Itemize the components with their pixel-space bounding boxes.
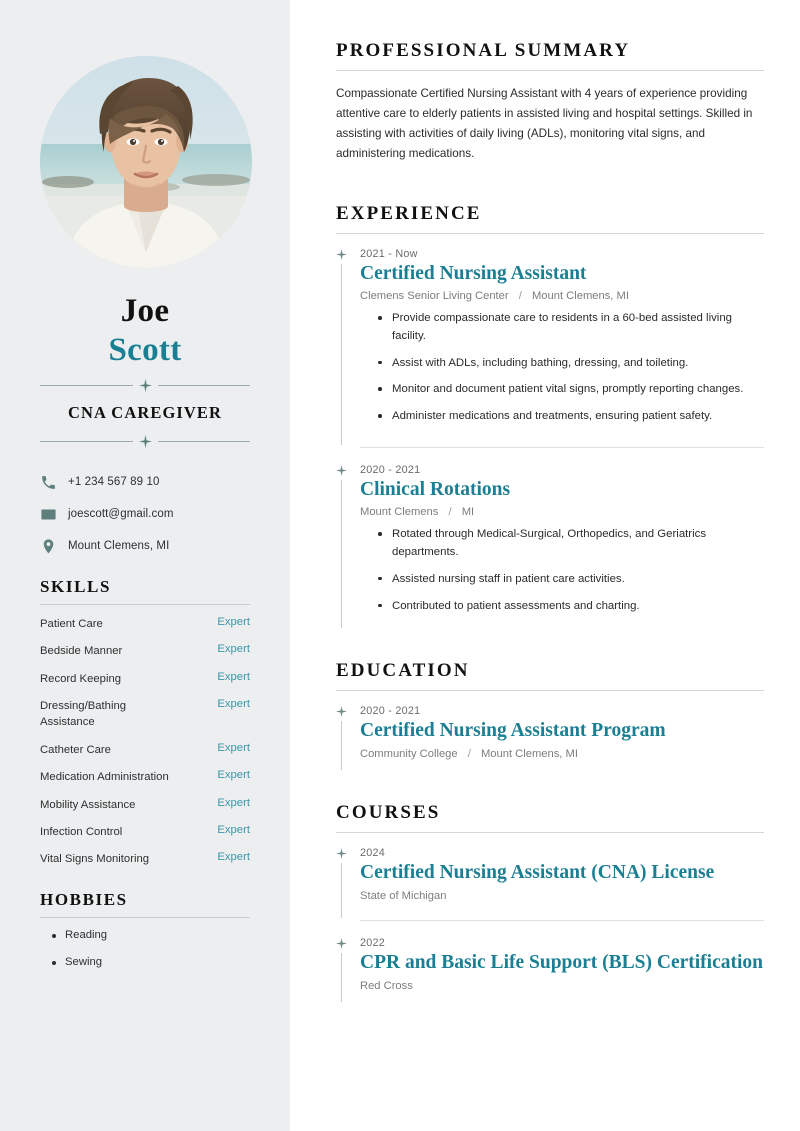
- skill-level: Expert: [217, 823, 250, 836]
- list-item: Sewing: [52, 956, 250, 968]
- sparkle-icon: [336, 706, 346, 718]
- location-value: Mount Clemens, MI: [68, 540, 170, 553]
- skill-item: [40, 824, 250, 840]
- entry-org: Red Cross: [360, 979, 413, 992]
- sparkle-icon: [336, 249, 346, 261]
- divider-line-right: [158, 441, 251, 442]
- entry-org: Mount Clemens: [360, 506, 439, 519]
- spacer: [336, 921, 764, 937]
- last-name: Scott: [108, 331, 182, 368]
- skill-level: Expert: [217, 769, 250, 782]
- entry-title: Certified Nursing Assistant (CNA) License: [360, 861, 715, 883]
- sparkle-icon: [336, 848, 346, 860]
- education-section: [336, 660, 764, 770]
- spacer: [336, 776, 764, 802]
- list-item: Monitor and document patient vital signs, promptly reporting changes.: [378, 381, 764, 399]
- phone-icon: [40, 474, 57, 491]
- contact-location[interactable]: [40, 538, 250, 555]
- first-name: Joe: [120, 293, 170, 329]
- skill-item: [40, 698, 250, 731]
- main-content: [290, 0, 800, 1131]
- skill-name: Record Keeping: [40, 672, 122, 685]
- divider-line-right: [158, 385, 251, 386]
- skills-heading: SKILLS: [40, 576, 112, 596]
- phone-value: +1 234 567 89 10: [68, 476, 160, 489]
- entry-org: State of Michigan: [360, 889, 447, 902]
- entry-location: Mount Clemens, MI: [480, 747, 578, 760]
- summary-section: [336, 40, 764, 171]
- hobbies-list: [40, 929, 250, 968]
- entry-bullets: [360, 524, 764, 615]
- meta-separator: /: [467, 747, 471, 760]
- sidebar: [0, 0, 290, 1131]
- list-item: Assisted nursing staff in patient care activities.: [378, 571, 764, 589]
- skill-level: Expert: [217, 741, 250, 754]
- skill-name: Medication Administration: [40, 771, 169, 784]
- skill-item: [40, 769, 250, 785]
- meta-separator: /: [448, 506, 452, 519]
- list-item: Rotated through Medical-Surgical, Orthopedics, and Geriatrics departments.: [378, 526, 764, 561]
- job-title: CNA CAREGIVER: [67, 402, 223, 422]
- divider-line-left: [40, 385, 133, 386]
- skill-item: [40, 797, 250, 813]
- entry-title: CPR and Basic Life Support (BLS) Certification: [360, 951, 764, 973]
- entry-meta: [360, 290, 764, 308]
- skills-section: [40, 577, 250, 868]
- timeline-spine: [341, 953, 342, 1002]
- skill-level: Expert: [217, 670, 250, 683]
- skill-name: Vital Signs Monitoring: [40, 853, 150, 866]
- skill-name: Dressing/Bathing Assistance: [40, 700, 127, 729]
- entry-date: 2021 - Now: [360, 247, 418, 260]
- entry-location: Mount Clemens, MI: [531, 290, 629, 303]
- list-item: Provide compassionate care to residents in a 60-bed assisted living facility.: [378, 310, 764, 345]
- divider-bottom: [40, 435, 250, 448]
- divider-top: [40, 379, 250, 392]
- timeline-spine: [341, 863, 342, 918]
- skill-level: Expert: [217, 698, 250, 710]
- education-entry: [336, 705, 764, 770]
- timeline-spine: [341, 721, 342, 770]
- spacer: [336, 634, 764, 660]
- entry-title: Certified Nursing Assistant Program: [360, 720, 666, 742]
- entry-date: 2020 - 2021: [360, 463, 421, 476]
- skill-name: Patient Care: [40, 617, 103, 630]
- spacer: [336, 177, 764, 203]
- experience-section: [336, 203, 764, 629]
- entry-date: 2022: [360, 936, 386, 949]
- avatar: [40, 56, 252, 268]
- education-timeline: [336, 691, 764, 770]
- skill-name: Mobility Assistance: [40, 798, 136, 811]
- courses-heading: COURSES: [336, 801, 441, 823]
- sparkle-icon: [336, 938, 346, 950]
- skills-heading-rule: [40, 604, 250, 605]
- timeline-spine: [341, 264, 342, 445]
- sparkle-icon: [133, 379, 158, 392]
- skill-level: Expert: [217, 796, 250, 809]
- skill-item: [40, 616, 250, 632]
- course-entry: [336, 847, 764, 912]
- list-item: Assist with ADLs, including bathing, dressing, and toileting.: [378, 355, 764, 373]
- skill-item: [40, 671, 250, 687]
- skill-level: Expert: [217, 851, 250, 864]
- profile-photo: [40, 56, 252, 268]
- contact-email[interactable]: [40, 506, 250, 523]
- hobbies-heading-rule: [40, 917, 250, 918]
- list-item: Contributed to patient assessments and charting.: [378, 598, 764, 616]
- hobbies-heading: HOBBIES: [40, 889, 128, 909]
- courses-timeline: [336, 833, 764, 1002]
- summary-text: Compassionate Certified Nursing Assistant with 4 years of experience providing attentive care to elderly patients in assisted living and hospital settings. Skilled in assisting with activities of daily living (ADLs), monitoring vital signs, and administering medications.: [336, 87, 753, 161]
- skill-item: [40, 643, 250, 659]
- course-entry: [336, 937, 764, 1002]
- courses-section: [336, 802, 764, 1002]
- entry-org: Community College: [360, 747, 458, 760]
- list-item: Reading: [52, 929, 250, 941]
- skill-name: Bedside Manner: [40, 645, 123, 658]
- contact-phone[interactable]: [40, 474, 250, 491]
- experience-heading: EXPERIENCE: [336, 202, 482, 224]
- experience-entry: [336, 248, 764, 439]
- spacer: [336, 448, 764, 464]
- skill-name: Infection Control: [40, 825, 123, 838]
- summary-heading: PROFESSIONAL SUMMARY: [336, 40, 631, 61]
- sparkle-icon: [133, 435, 158, 448]
- name-block: [40, 292, 250, 448]
- entry-org: Clemens Senior Living Center: [360, 290, 509, 303]
- skill-item: [40, 742, 250, 758]
- email-icon: [40, 506, 57, 523]
- skill-level: Expert: [217, 643, 250, 656]
- entry-title: Certified Nursing Assistant: [360, 262, 587, 284]
- education-heading: EDUCATION: [336, 660, 470, 682]
- skill-item: [40, 851, 250, 867]
- timeline-spine: [341, 480, 342, 629]
- entry-title: Clinical Rotations: [360, 478, 511, 500]
- contact-list: [40, 474, 250, 555]
- entry-meta: [360, 748, 764, 766]
- entry-date: 2020 - 2021: [360, 705, 421, 718]
- list-item: Administer medications and treatments, ensuring patient safety.: [378, 408, 764, 426]
- entry-meta: [360, 506, 764, 524]
- entry-location: MI: [461, 506, 475, 519]
- email-value: joescott@gmail.com: [68, 508, 174, 521]
- hobbies-section: [40, 890, 250, 968]
- sparkle-icon: [336, 465, 346, 477]
- location-pin-icon: [40, 538, 57, 555]
- skill-level: Expert: [217, 615, 250, 628]
- divider-line-left: [40, 441, 133, 442]
- entry-date: 2024: [360, 846, 386, 859]
- entry-bullets: [360, 308, 764, 425]
- skill-name: Catheter Care: [40, 743, 111, 756]
- meta-separator: /: [518, 290, 522, 303]
- experience-entry: [336, 464, 764, 629]
- experience-timeline: [336, 234, 764, 629]
